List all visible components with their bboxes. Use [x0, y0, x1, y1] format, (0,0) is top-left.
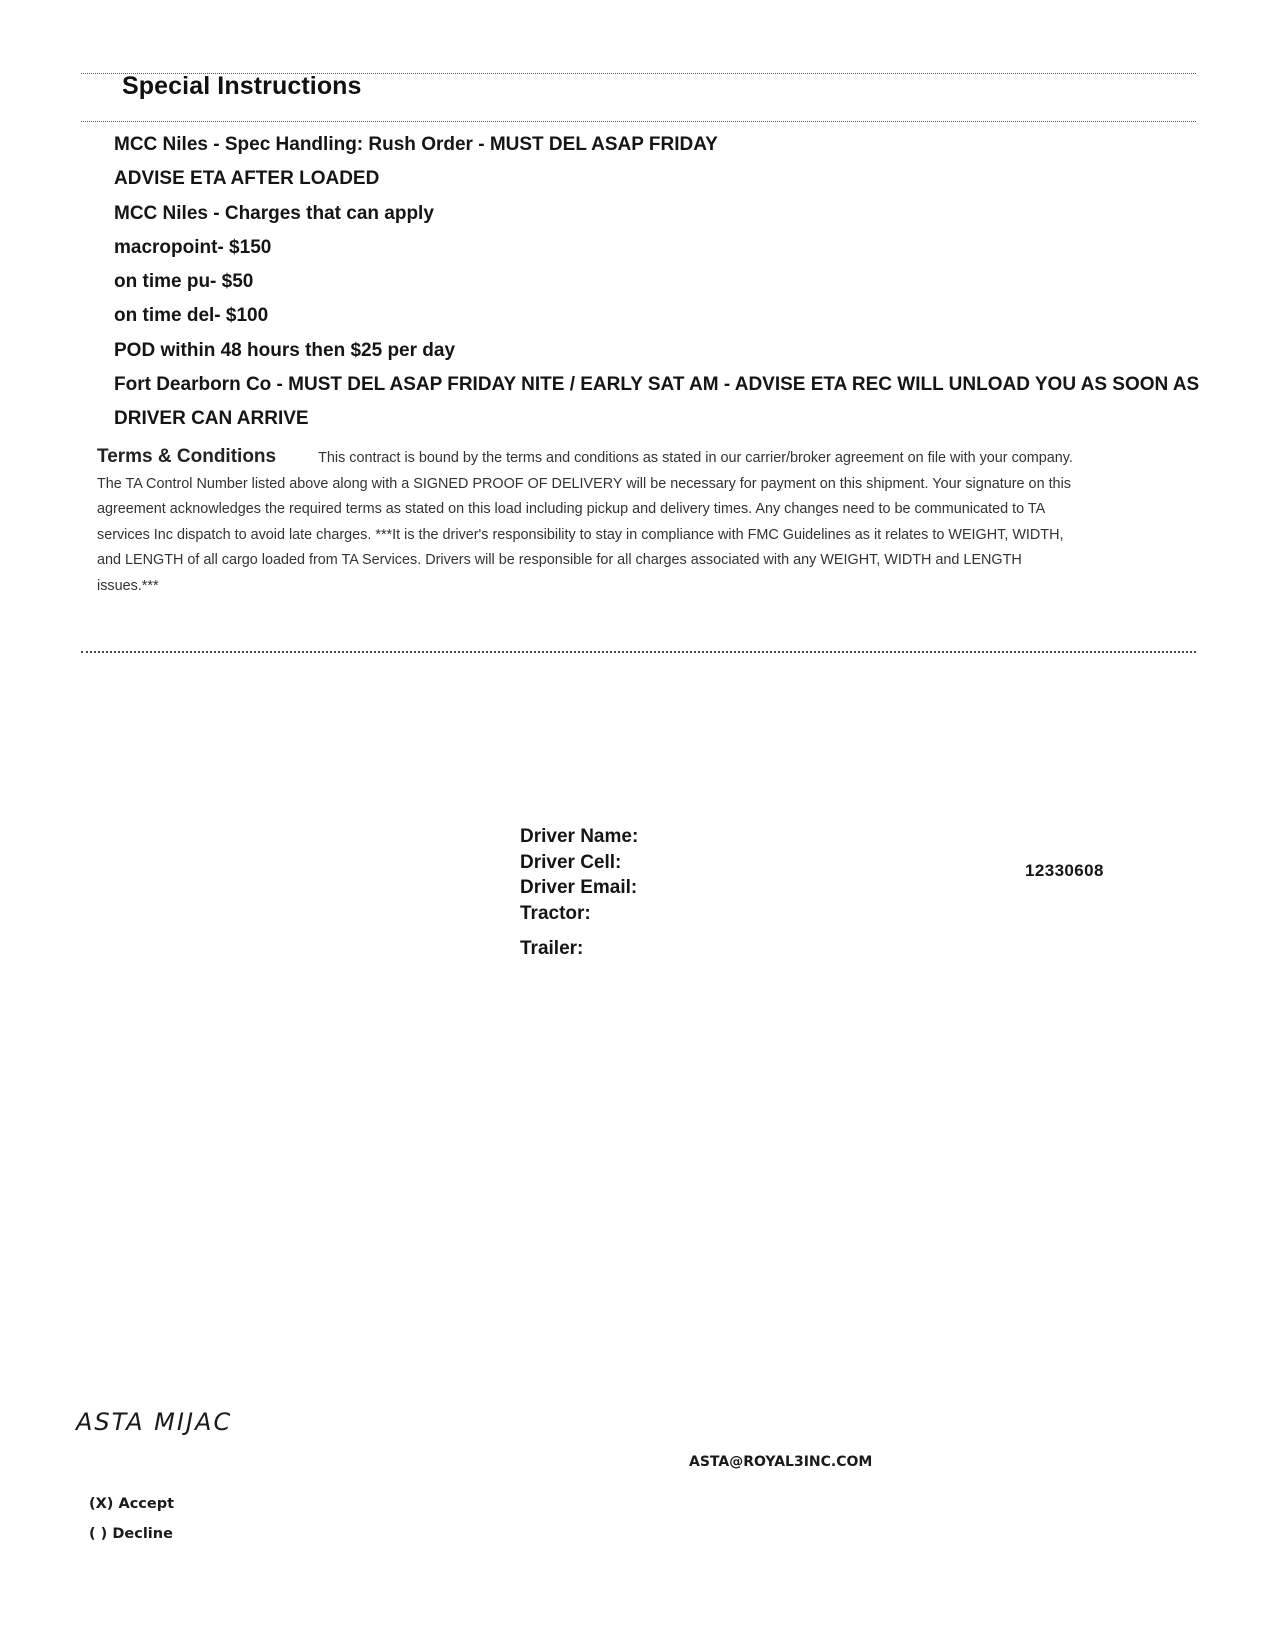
instruction-line: MCC Niles - Charges that can apply	[114, 202, 434, 224]
title-divider	[81, 121, 1196, 122]
instruction-line: POD within 48 hours then $25 per day	[114, 339, 456, 361]
driver-email-label: Driver Email:	[520, 877, 638, 898]
trailer-label: Trailer:	[520, 938, 584, 959]
terms-body: This contract is bound by the terms and conditions as stated in our carrier/broker agreement on file with your company. The TA Control Number listed above along with a SIGNED PROOF OF DELIVERY will be necessary for payment on this shipment. Your signature on this agreement acknowledges the required terms as stated on this load including pickup and delivery times. Any changes need to be communicated to TA services Inc dispatch to avoid late charges. ***It is the driver's responsibility to stay in compliance with FMC Guidelines as it relates to WEIGHT, WIDTH, and LENGTH of all cargo loaded from TA Services. Drivers will be responsible for all charges associated with any WEIGHT, WIDTH and LENGTH issues.***	[97, 450, 1073, 594]
instruction-line: on time del- $100	[114, 305, 269, 327]
decline-option[interactable]: ( ) Decline	[89, 1526, 173, 1542]
special-instructions-title: Special Instructions	[122, 72, 362, 100]
instruction-line: MCC Niles - Spec Handling: Rush Order - MUST DEL ASAP FRIDAY	[114, 134, 718, 155]
special-instructions-list	[114, 128, 1214, 437]
driver-name-label: Driver Name:	[520, 826, 639, 847]
signer-email: ASTA@ROYAL3INC.COM	[689, 1454, 873, 1470]
instruction-line: Fort Dearborn Co - MUST DEL ASAP FRIDAY NITE / EARLY SAT AM - ADVISE ETA REC WILL UNLOAD YOU AS SOON AS DRIVER CAN ARRIVE	[114, 374, 1200, 430]
instruction-line: macropoint- $150	[114, 236, 272, 258]
driver-cell-label: Driver Cell:	[520, 851, 622, 873]
response-options	[89, 1489, 174, 1549]
control-number: 12330608	[1025, 861, 1104, 880]
accept-option[interactable]: (X) Accept	[89, 1496, 175, 1512]
terms-heading: Terms & Conditions	[97, 446, 277, 467]
instruction-line: ADVISE ETA AFTER LOADED	[114, 168, 380, 190]
terms-divider	[81, 651, 1196, 653]
driver-info-block	[520, 824, 638, 962]
instruction-line: on time pu- $50	[114, 271, 254, 293]
signature-name: ASTA MIJAC	[76, 1408, 233, 1436]
tractor-label: Tractor:	[520, 902, 591, 924]
terms-and-conditions	[97, 444, 1077, 599]
